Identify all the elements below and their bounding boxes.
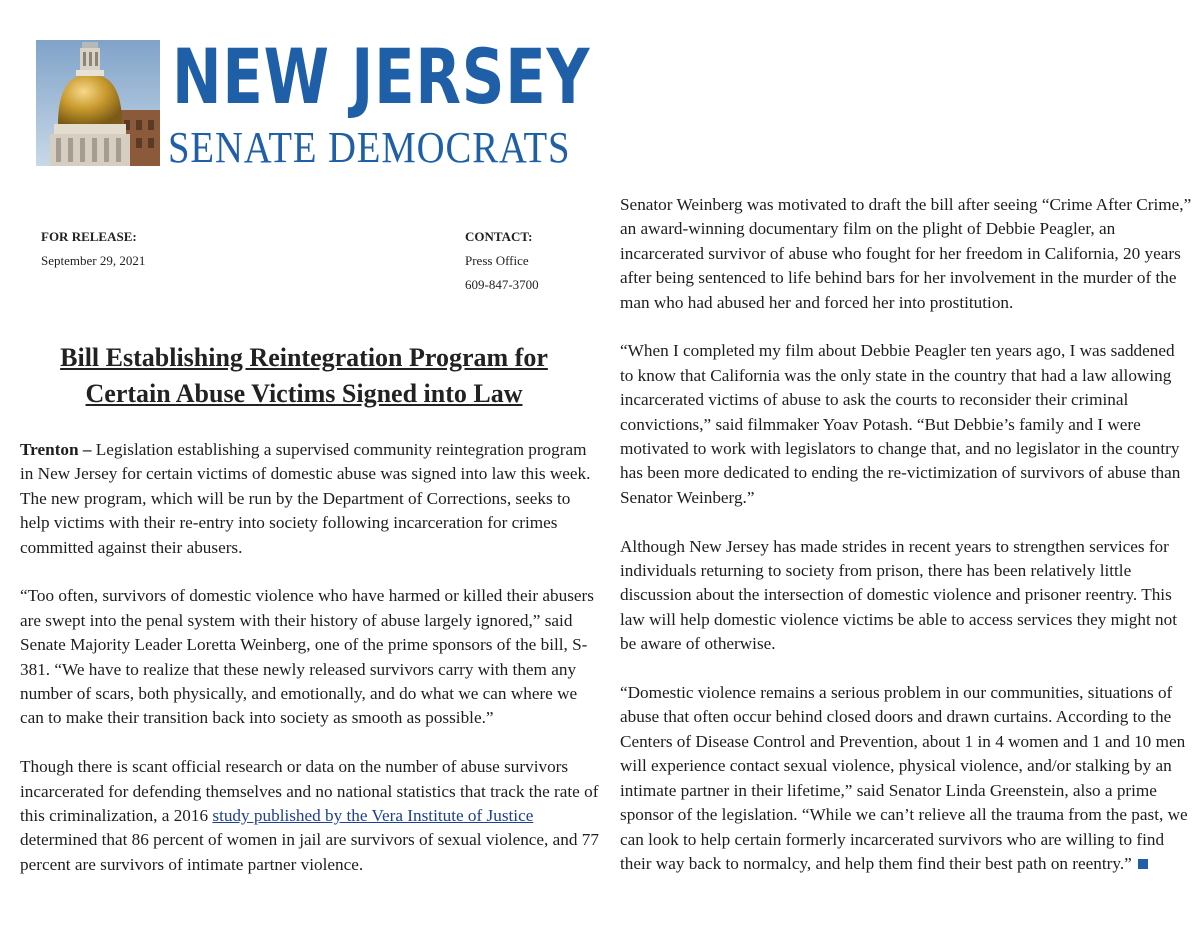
logo-subtitle: SENATE DEMOCRATS: [168, 123, 571, 172]
paragraph: Although New Jersey has made strides in recent years to strengthen services for individuals returning to society from prison, there has been relatively little discussion about the intersection of domestic violence and prisoner reentry. This law will help domestic violence victims be able to access services they might not be aware of otherwise.: [620, 536, 1178, 654]
paragraph: [20, 755, 600, 877]
contact-phone: 609-847-3700: [465, 277, 539, 292]
paragraph: [620, 681, 1192, 876]
dateline: Trenton –: [20, 440, 92, 459]
paragraph-text: “Domestic violence remains a serious problem in our communities, situations of abuse that often occur behind closed doors and drawn curtains. According to the Centers of Disease Control and Prevention, about 1 in 4 women and 1 and 10 men will experience contact sexual violence, physical violence, and/or stalking by an intimate partner in their lifetime,” said Senator Linda Greenstein, also a prime sponsor of the legislation. “While we can’t relieve all the trauma from the past, we can look to help certain formerly incarcerated survivors who are willing to find their way back to normalcy, and help them find their best path on reentry.”: [620, 683, 1188, 873]
capitol-dome-icon: [36, 40, 160, 166]
paragraph-text: Legislation establishing a supervised community reintegration program in New Jersey for certain victims of domestic abuse was signed into law this week. The new program, which will be run by the Department of Corrections, seeks to help victims with their re-entry into society following incarceration for crimes committed against their abusers.: [20, 440, 591, 557]
release-date: September 29, 2021: [41, 253, 146, 268]
left-column: [20, 438, 600, 902]
contact-name: Press Office: [465, 253, 529, 268]
paragraph-text: determined that 86 percent of women in jail are survivors of sexual violence, and 77 percent are survivors of intimate partner violence.: [20, 830, 599, 874]
logo-title: NEW JERSEY: [172, 32, 591, 121]
vera-study-link[interactable]: study published by the Vera Institute of Justice: [212, 806, 534, 826]
paragraph: “When I completed my film about Debbie Peagler ten years ago, I was saddened to know that California was the only state in the country that had a law allowing incarcerated victims of abuse to ask the courts to reconsider their criminal convictions,” said filmmaker Yoav Potash. “But Debbie’s family and I were motivated to work with legislators to change that, and no legislator in the country has been more dedicated to ending the re-victimization of survivors of abuse than Senator Weinberg.”: [620, 341, 1181, 507]
paragraph: Senator Weinberg was motivated to draft the bill after seeing “Crime After Crime,” an award-winning documentary film on the plight of Debbie Peagler, an incarcerated survivor of abuse who fought for her freedom in California, 20 years after being sentenced to life behind bars for her involvement in the murder of the man who had abused her and forced her into prostitution.: [620, 195, 1192, 312]
headline: Bill Establishing Reintegration Program for Certain Abuse Victims Signed into Law: [60, 343, 548, 408]
end-mark-icon: [1138, 859, 1148, 869]
paragraph-text: Though there is scant official research or data on the number of abuse survivors incarcerated for defending themselves and no national statistics that track the rate of this criminalization, a 2016: [20, 757, 599, 826]
paragraph: [20, 438, 600, 560]
right-column: [620, 193, 1192, 901]
contact-label: CONTACT:: [465, 229, 533, 244]
release-label: FOR RELEASE:: [41, 229, 137, 244]
paragraph: “Too often, survivors of domestic violence who have harmed or killed their abusers are swept into the penal system with their history of abuse largely ignored,” said Senate Majority Leader Loretta Weinberg, one of the prime sponsors of the bill, S-381. “We have to realize that these newly released survivors carry with them any number of scars, both physically, and emotionally, and do what we can where we can to make their transition back into society as smooth as possible.”: [20, 586, 594, 728]
logo: [36, 32, 591, 172]
